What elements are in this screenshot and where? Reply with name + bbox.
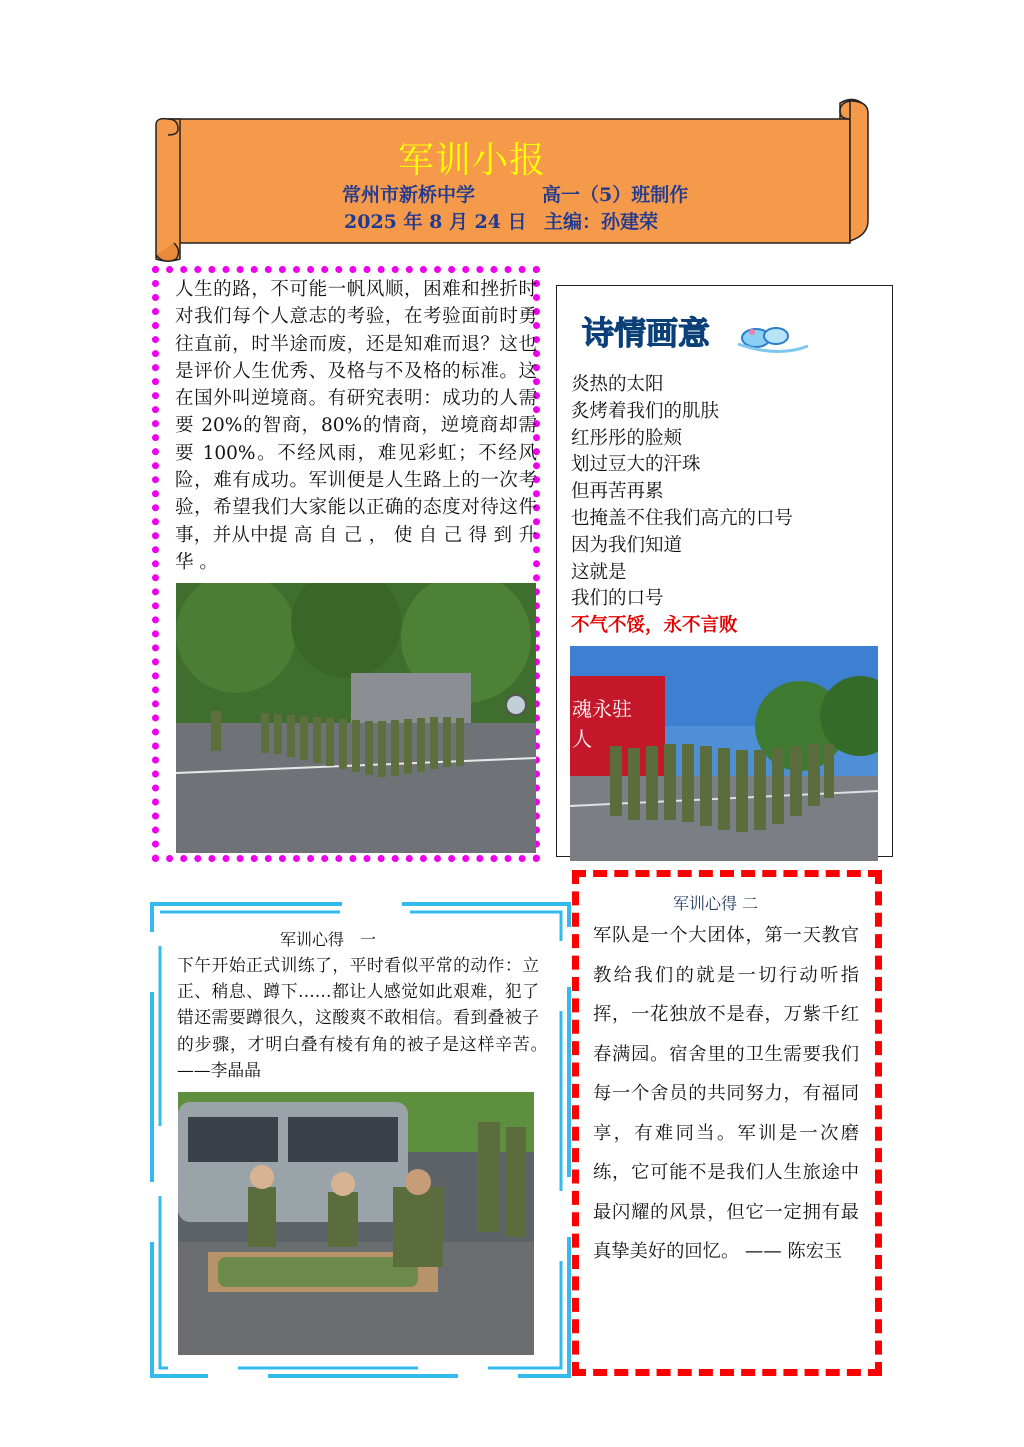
svg-text:诗情画意: 诗情画意 [582,314,711,352]
editor-credit: 主编：孙建荣 [544,211,659,233]
poem-line: 红彤彤的脸颊 [571,427,683,449]
photo-students-formation [570,646,878,861]
poem-line: 但再苦再累 [571,481,664,503]
photo-students-drilling [176,583,536,853]
poem-line: 这就是 [571,561,627,583]
poem-slogan: 不气不馁，永不言败 [571,615,738,637]
poem-logo [578,306,808,362]
poem-line: 炎热的太阳 [571,374,664,395]
svg-text:魂永驻: 魂永驻 [572,697,632,721]
experience-two-title: 军训心得 二 [673,894,759,913]
school-name: 常州市新桥中学 [342,184,476,206]
svg-text:人: 人 [572,727,592,751]
poem-line: 因为我们知道 [571,534,683,556]
poem-line: 划过豆大的汗珠 [571,454,701,476]
poem-body [571,372,881,640]
photo-folding-quilt [178,1092,534,1355]
poem-line: 也掩盖不住我们高亢的口号 [571,507,794,529]
experience-one-title: 军训心得 一 [280,930,377,949]
header-banner [150,95,872,275]
poem-line: 炙烤着我们的肌肤 [571,400,720,422]
experience-two-text: 军队是一个大团体，第一天教官教给我们的就是一切行动听指挥，一花独放不是春，万紫千红春满园。宿舍里的卫生需要我们每一个舍员的共同努力，有福同享，有难同当。军训是一次磨练，它可能不是我们人生旅途中最闪耀的风景，但它一定拥有最真挚美好的回忆。 —— 陈宏玉 [593,925,859,1262]
newspaper-title: 军训小报 [398,140,547,181]
intro-paragraph: 人生的路，不可能一帆风顺，困难和挫折时对我们每个人意志的考验，在考验面前时勇往直前，时半途而废，还是知难而退？这也是评价人生优秀、及格与不及格的标准。这在国外叫逆境商。有研究表明：成功的人需要 20%的智商，80%的情商，逆境商却需要 100%。不经风雨，难见彩虹；不经风险，难有成功。军训便是人生路上的一次考验，希望我们大家能以正确的态度对待这件事，并从中提 高 自 己 ， 使 自 己 得 到 升 华 。 [175,279,537,573]
poem-line: 我们的口号 [571,588,664,610]
experience-one-text: 下午开始正式训练了，平时看似平常的动作：立正、稍息、蹲下……都让人感觉如此艰难，犯了错还需要蹲很久，这酸爽不敢相信。看到叠被子的步骤，才明白叠有棱有角的被子是这样辛苦。 ——李晶晶 [177,955,556,1080]
issue-date: 2025 年 8 月 24 日 [344,211,527,233]
scroll-banner-shape [150,95,872,275]
class-credit: 高一（5）班制作 [542,184,689,206]
